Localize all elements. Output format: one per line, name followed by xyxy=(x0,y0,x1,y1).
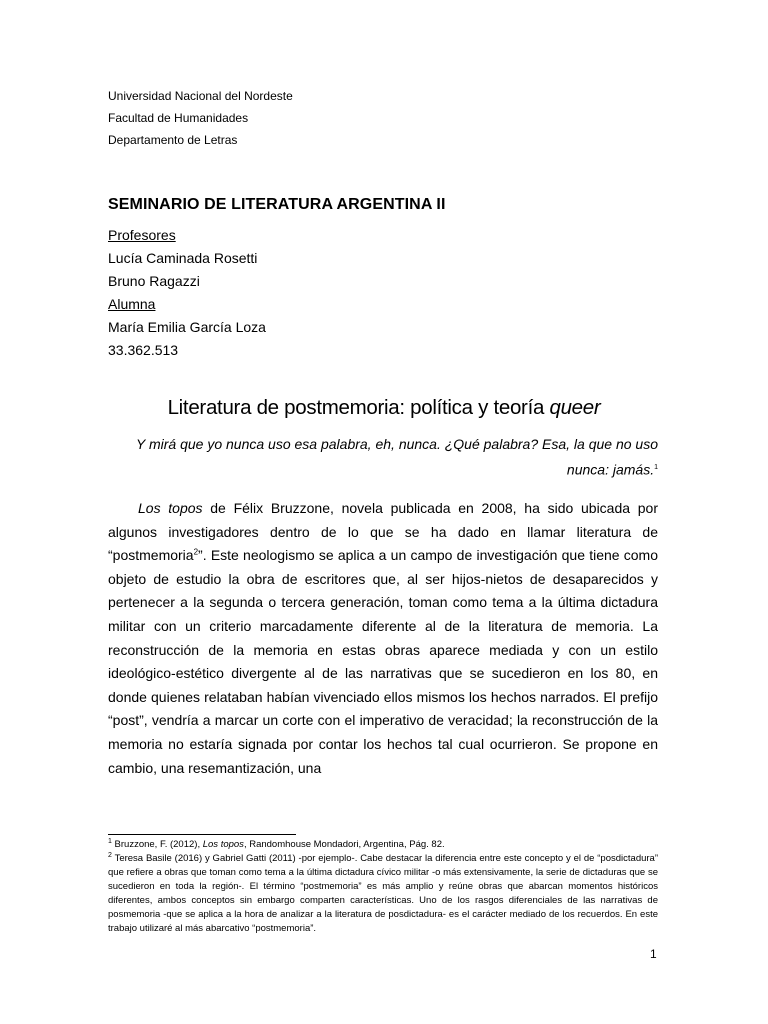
student-label: Alumna xyxy=(108,296,156,312)
epigraph-line: nunca: jamás. xyxy=(566,461,655,478)
body-text: ”. Este neologismo se aplica a un campo de investigación que tiene como objeto de estudio la obra de escritores que, al ser hijos-nietos de desaparecidos y pertenecer a la segunda o tercera generación, toman como tema a la última dictadura militar con un criterio marcadamente diferente al de la literatura de memoria. La reconstrucción de la memoria en estas obras aparece mediada y con un estilo ideológico-estético divergente al de las narrativas que se sucedieron en los 80, en donde quienes relataban habían vivenciado ellos mismos los hechos narrados. El prefijo “post”, vendría a marcar un corte con el imperativo de veracidad; la reconstrucción de la memoria no estaría signada por contar los hechos tal cual ocurrieron. Se propone en cambio, una resemantización, una xyxy=(108,547,658,776)
professor-name: Lucía Caminada Rosetti xyxy=(108,250,258,266)
footnote-book-title: Los topos xyxy=(202,839,244,850)
faculty-name: Facultad de Humanidades xyxy=(108,111,249,125)
footnote-divider xyxy=(108,834,296,835)
professor-name: Bruno Ragazzi xyxy=(108,273,200,289)
student-name: María Emilia García Loza xyxy=(108,319,266,335)
footnote-text: , Randomhouse Mondadori, Argentina, Pág. 82. xyxy=(243,839,445,850)
footnote-ref: 1 xyxy=(654,464,658,471)
footnotes xyxy=(108,838,658,936)
essay-title-italic: queer xyxy=(549,396,601,419)
book-title: Los topos xyxy=(138,500,203,516)
footnote-text: Teresa Basile (2016) y Gabriel Gatti (2011) -por ejemplo-. Cabe destacar la diferencia entre este concepto y el de “posdictadura” que refiere a obras que toman como tema a la última dictadura cívico militar -o más extensivamente, la serie de dictaduras que se sucedieron en toda la región-. El término “postmemoria” es más amplio y reúne obras que abarcan momentos históricos diferentes, ambos conceptos sin embargo comparten características. Uno de los rasgos diferenciales de las narrativas de posmemoria -que se aplica a la hora de analizar a la literatura de posdictadura- es el carácter mediado de los recuerdos. En este trabajo utilizaré al más abarcativo “postmemoria”. xyxy=(108,853,658,934)
student-id: 33.362.513 xyxy=(108,342,179,358)
footnote-text: Bruzzone, F. (2012), xyxy=(111,839,203,850)
professors-label: Profesores xyxy=(108,227,176,243)
course-title: SEMINARIO DE LITERATURA ARGENTINA II xyxy=(108,196,446,213)
epigraph-line: Y mirá que yo nunca uso esa palabra, eh, nunca. ¿Qué palabra? Esa, la que no uso xyxy=(136,436,658,452)
department-name: Departamento de Letras xyxy=(108,133,238,147)
essay-title xyxy=(0,396,768,420)
footnote-mark: 2 xyxy=(108,851,112,859)
epigraph-line-end xyxy=(108,456,658,482)
footnote-mark: 1 xyxy=(108,837,112,845)
essay-title-main: Literatura de postmemoria: política y teoría xyxy=(167,396,550,419)
footnote-ref: 2 xyxy=(193,547,199,557)
page-number: 1 xyxy=(650,947,657,961)
epigraph xyxy=(108,433,658,482)
people-block xyxy=(108,224,266,362)
body-text: de Félix Bruzzone, novela publicada en 2008, ha sido ubicada por algunos investigadores dentro de lo que se ha dado en llamar literatura de “postmemoria xyxy=(108,500,658,564)
footnote xyxy=(108,838,658,852)
institution-header xyxy=(108,85,293,151)
university-name: Universidad Nacional del Nordeste xyxy=(108,89,293,103)
body-paragraph xyxy=(108,497,658,780)
footnote xyxy=(108,852,658,936)
